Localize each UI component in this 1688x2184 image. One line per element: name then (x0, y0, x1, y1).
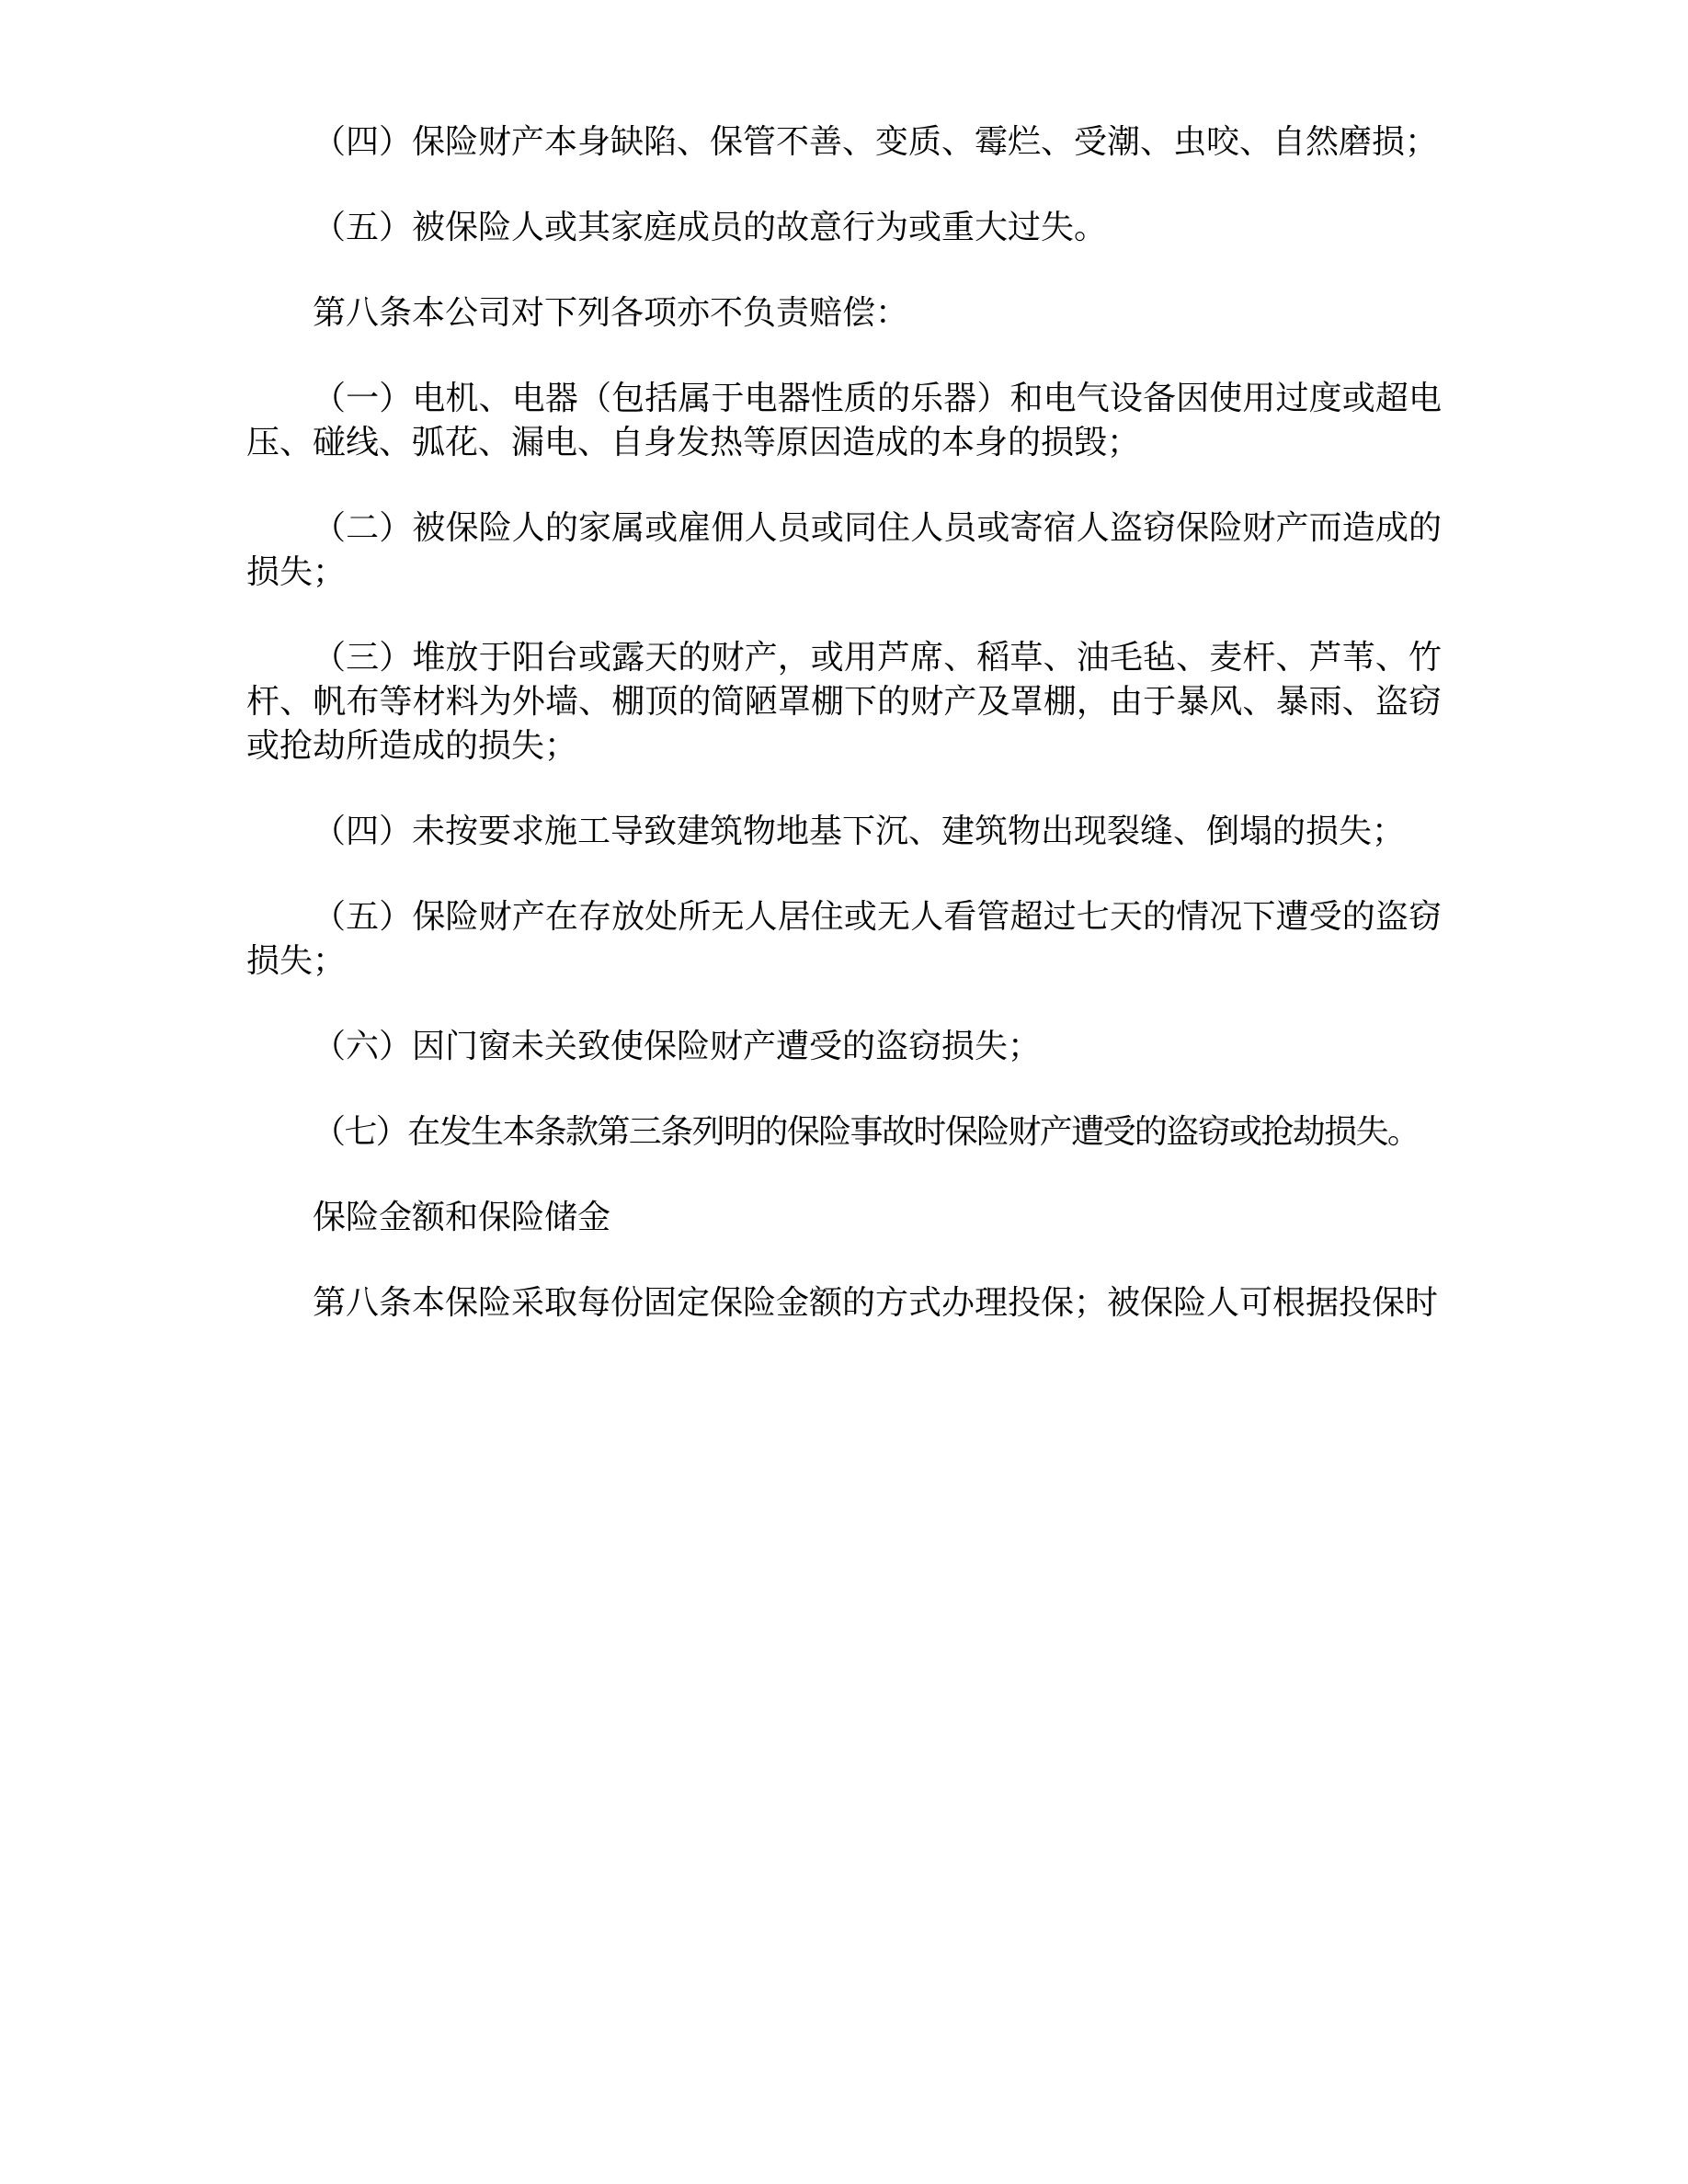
paragraph: （六）因门窗未关致使保险财产遭受的盗窃损失； (313, 1028, 1042, 1064)
paragraph: （三）堆放于阳台或露天的财产，或用芦席、稻草、油毛毡、麦杆、芦苇、竹杆、帆布等材料为外墙、棚顶的简陋罩棚下的财产及罩棚，由于暴风、暴雨、盗窃或抢劫所造成的损失； (246, 639, 1442, 764)
paragraph: （七）在发生本条款第三条列明的保险事故时保险财产遭受的盗窃或抢劫损失。 (313, 1113, 1420, 1150)
paragraph: 第八条本公司对下列各项亦不负责赔偿： (313, 294, 909, 331)
paragraph: （二）被保险人的家属或雇佣人员或同住人员或寄宿人盗窃保险财产而造成的损失； (246, 509, 1442, 590)
paragraph: 第八条本保险采取每份固定保险金额的方式办理投保；被保险人可根据投保时 (313, 1284, 1439, 1321)
paragraph: （五）被保险人或其家庭成员的故意行为或重大过失。 (313, 209, 1108, 245)
section-heading: 保险金额和保险储金 (313, 1199, 611, 1235)
paragraph: （五）保险财产在存放处所无人居住或无人看管超过七天的情况下遭受的盗窃损失； (246, 898, 1442, 979)
paragraph: （四）未按要求施工导致建筑物地基下沉、建筑物出现裂缝、倒塌的损失； (313, 813, 1406, 849)
paragraph: （一）电机、电器（包括属于电器性质的乐器）和电气设备因使用过度或超电压、碰线、弧花、漏电、自身发热等原因造成的本身的损毁； (246, 380, 1442, 461)
paragraph: （四）保险财产本身缺陷、保管不善、变质、霉烂、受潮、虫咬、自然磨损； (313, 123, 1439, 160)
